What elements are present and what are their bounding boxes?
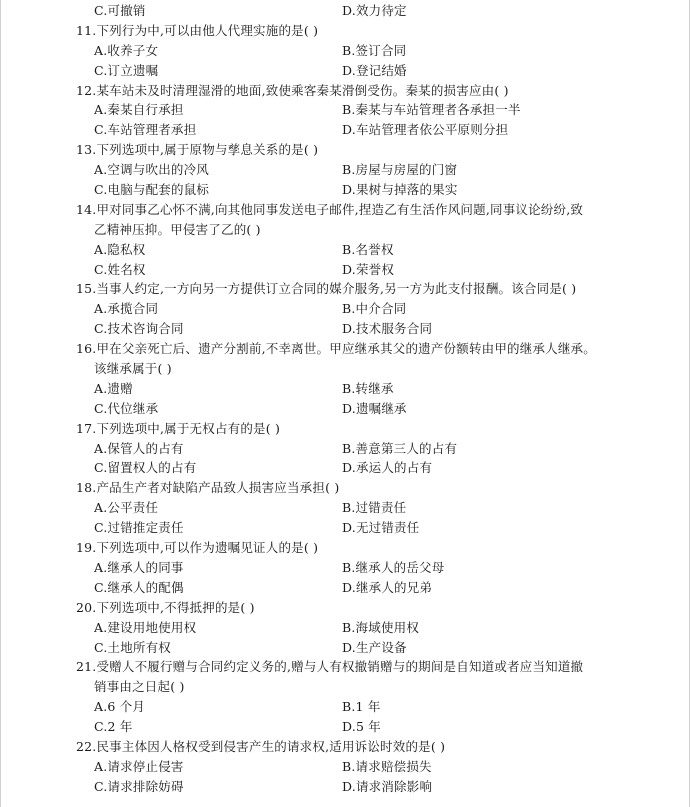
option-c: C.请求排除妨碍 xyxy=(94,778,184,794)
option-a: A.继承人的同事 xyxy=(94,559,184,575)
option-row xyxy=(76,458,676,478)
option-c: C.技术咨询合同 xyxy=(94,321,184,337)
question-stem: 14.甲对同事乙心怀不满,向其他同事发送电子邮件,捏造乙有生活作风问题,同事议论纷纷,致 xyxy=(76,201,584,217)
question-stem-continued: 乙精神压抑。甲侵害了乙的( ) xyxy=(94,221,261,237)
question-stem: 22.民事主体因人格权受到侵害产生的请求权,适用诉讼时效的是( ) xyxy=(76,738,446,754)
option-b: B.继承人的岳父母 xyxy=(342,559,445,575)
option-c: C.代位继承 xyxy=(94,400,159,416)
option-d: D.荣誉权 xyxy=(342,261,395,277)
option-b: B.秦某与车站管理者各承担一半 xyxy=(342,102,521,118)
question-item xyxy=(76,339,676,419)
question-item xyxy=(76,21,676,81)
option-row xyxy=(76,299,676,319)
option-c: C.可撤销 xyxy=(94,3,146,18)
option-a: A.请求停止侵害 xyxy=(94,758,184,774)
question-item xyxy=(76,419,676,479)
option-d: D.5 年 xyxy=(342,719,381,735)
option-b: B.海域使用权 xyxy=(342,619,420,635)
option-b: B.1 年 xyxy=(342,699,381,715)
option-c: C.电脑与配套的鼠标 xyxy=(94,182,210,198)
option-row xyxy=(76,120,676,140)
option-a: A.隐私权 xyxy=(94,241,146,257)
option-b: B.善意第三人的占有 xyxy=(342,440,458,456)
option-c: C.车站管理者承担 xyxy=(94,122,197,138)
option-b: B.请求赔偿损失 xyxy=(342,758,432,774)
option-row xyxy=(76,578,676,598)
question-stem: 12.某车站未及时清理湿滑的地面,致使乘客秦某滑倒受伤。秦某的损害应由( ) xyxy=(76,82,509,98)
option-row xyxy=(76,61,676,81)
option-d: D.效力待定 xyxy=(342,3,407,18)
question-stem: 20.下列选项中,不得抵押的是( ) xyxy=(76,599,255,615)
option-b: B.过错责任 xyxy=(342,500,407,516)
question-stem: 13.下列选项中,属于原物与孳息关系的是( ) xyxy=(76,142,319,158)
option-b: B.签订合同 xyxy=(342,42,407,58)
option-row xyxy=(76,638,676,658)
option-d: D.果树与掉落的果实 xyxy=(342,182,458,198)
option-row xyxy=(76,41,676,61)
option-d: D.技术服务合同 xyxy=(342,321,433,337)
option-row xyxy=(76,518,676,538)
question-item xyxy=(76,737,676,797)
option-b: B.转继承 xyxy=(342,380,394,396)
option-d: D.继承人的兄弟 xyxy=(342,579,433,595)
option-b: B.房屋与房屋的门窗 xyxy=(342,162,458,178)
option-c: C.过错推定责任 xyxy=(94,520,184,536)
question-item xyxy=(76,140,676,200)
option-d: D.无过错责任 xyxy=(342,520,420,536)
option-a: A.承揽合同 xyxy=(94,301,159,317)
option-a: A.秦某自行承担 xyxy=(94,102,184,118)
option-c: C.订立遗嘱 xyxy=(94,62,159,78)
option-a: A.公平责任 xyxy=(94,500,159,516)
option-c: C.继承人的配偶 xyxy=(94,579,184,595)
question-stem: 19.下列选项中,可以作为遗嘱见证人的是( ) xyxy=(76,540,319,556)
question-stem-continued: 该继承属于( ) xyxy=(94,361,172,377)
option-row xyxy=(76,160,676,180)
option-row xyxy=(76,618,676,638)
option-c: C.2 年 xyxy=(94,719,133,735)
option-c: C.留置权人的占有 xyxy=(94,460,197,476)
option-c: C.姓名权 xyxy=(94,261,146,277)
question-stem: 18.产品生产者对缺陷产品致人损害应当承担( ) xyxy=(76,480,340,496)
question-list xyxy=(76,1,676,797)
option-row xyxy=(76,260,676,280)
option-row xyxy=(76,240,676,260)
option-row xyxy=(76,697,676,717)
question-stem: 16.甲在父亲死亡后、遗产分割前,不幸离世。甲应继承其父的遗产份额转由甲的继承人继承。 xyxy=(76,341,596,357)
option-a: A.建设用地使用权 xyxy=(94,619,197,635)
question-stem: 21.受赠人不履行赠与合同约定义务的,赠与人有权撤销赠与的期间是自知道或者应当知道撤 xyxy=(76,659,584,675)
question-stem: 15.当事人约定,一方向另一方提供订立合同的媒介服务,另一方为此支付报酬。该合同是( ) xyxy=(76,281,577,297)
option-d: D.生产设备 xyxy=(342,639,407,655)
question-item xyxy=(76,81,676,141)
option-row xyxy=(76,717,676,737)
option-row xyxy=(76,439,676,459)
option-d: D.车站管理者依公平原则分担 xyxy=(342,122,509,138)
option-b: B.名誉权 xyxy=(342,241,394,257)
option-row xyxy=(76,319,676,339)
option-d: D.登记结婚 xyxy=(342,62,407,78)
option-a: A.收养子女 xyxy=(94,42,159,58)
question-item xyxy=(76,478,676,538)
option-row xyxy=(76,757,676,777)
option-d: D.遗嘱继承 xyxy=(342,400,407,416)
option-c: C.土地所有权 xyxy=(94,639,171,655)
option-d: D.请求消除影响 xyxy=(342,778,433,794)
option-row xyxy=(76,100,676,120)
question-item xyxy=(76,657,676,737)
option-d: D.承运人的占有 xyxy=(342,460,433,476)
question-item xyxy=(76,279,676,339)
option-a: A.6 个月 xyxy=(94,699,146,715)
option-a: A.保管人的占有 xyxy=(94,440,184,456)
question-stem-continued: 销事由之日起( ) xyxy=(94,679,185,695)
option-row xyxy=(76,777,676,797)
option-a: A.空调与吹出的冷风 xyxy=(94,162,210,178)
question-item xyxy=(76,538,676,598)
option-b: B.中介合同 xyxy=(342,301,407,317)
option-row xyxy=(76,558,676,578)
option-row xyxy=(76,180,676,200)
option-row xyxy=(76,498,676,518)
question-stem: 11.下列行为中,可以由他人代理实施的是( ) xyxy=(76,22,319,38)
option-row xyxy=(76,379,676,399)
option-row xyxy=(76,1,676,21)
question-item xyxy=(76,200,676,280)
option-a: A.遗赠 xyxy=(94,380,133,396)
question-stem: 17.下列选项中,属于无权占有的是( ) xyxy=(76,420,281,436)
question-item xyxy=(76,598,676,658)
option-row xyxy=(76,399,676,419)
